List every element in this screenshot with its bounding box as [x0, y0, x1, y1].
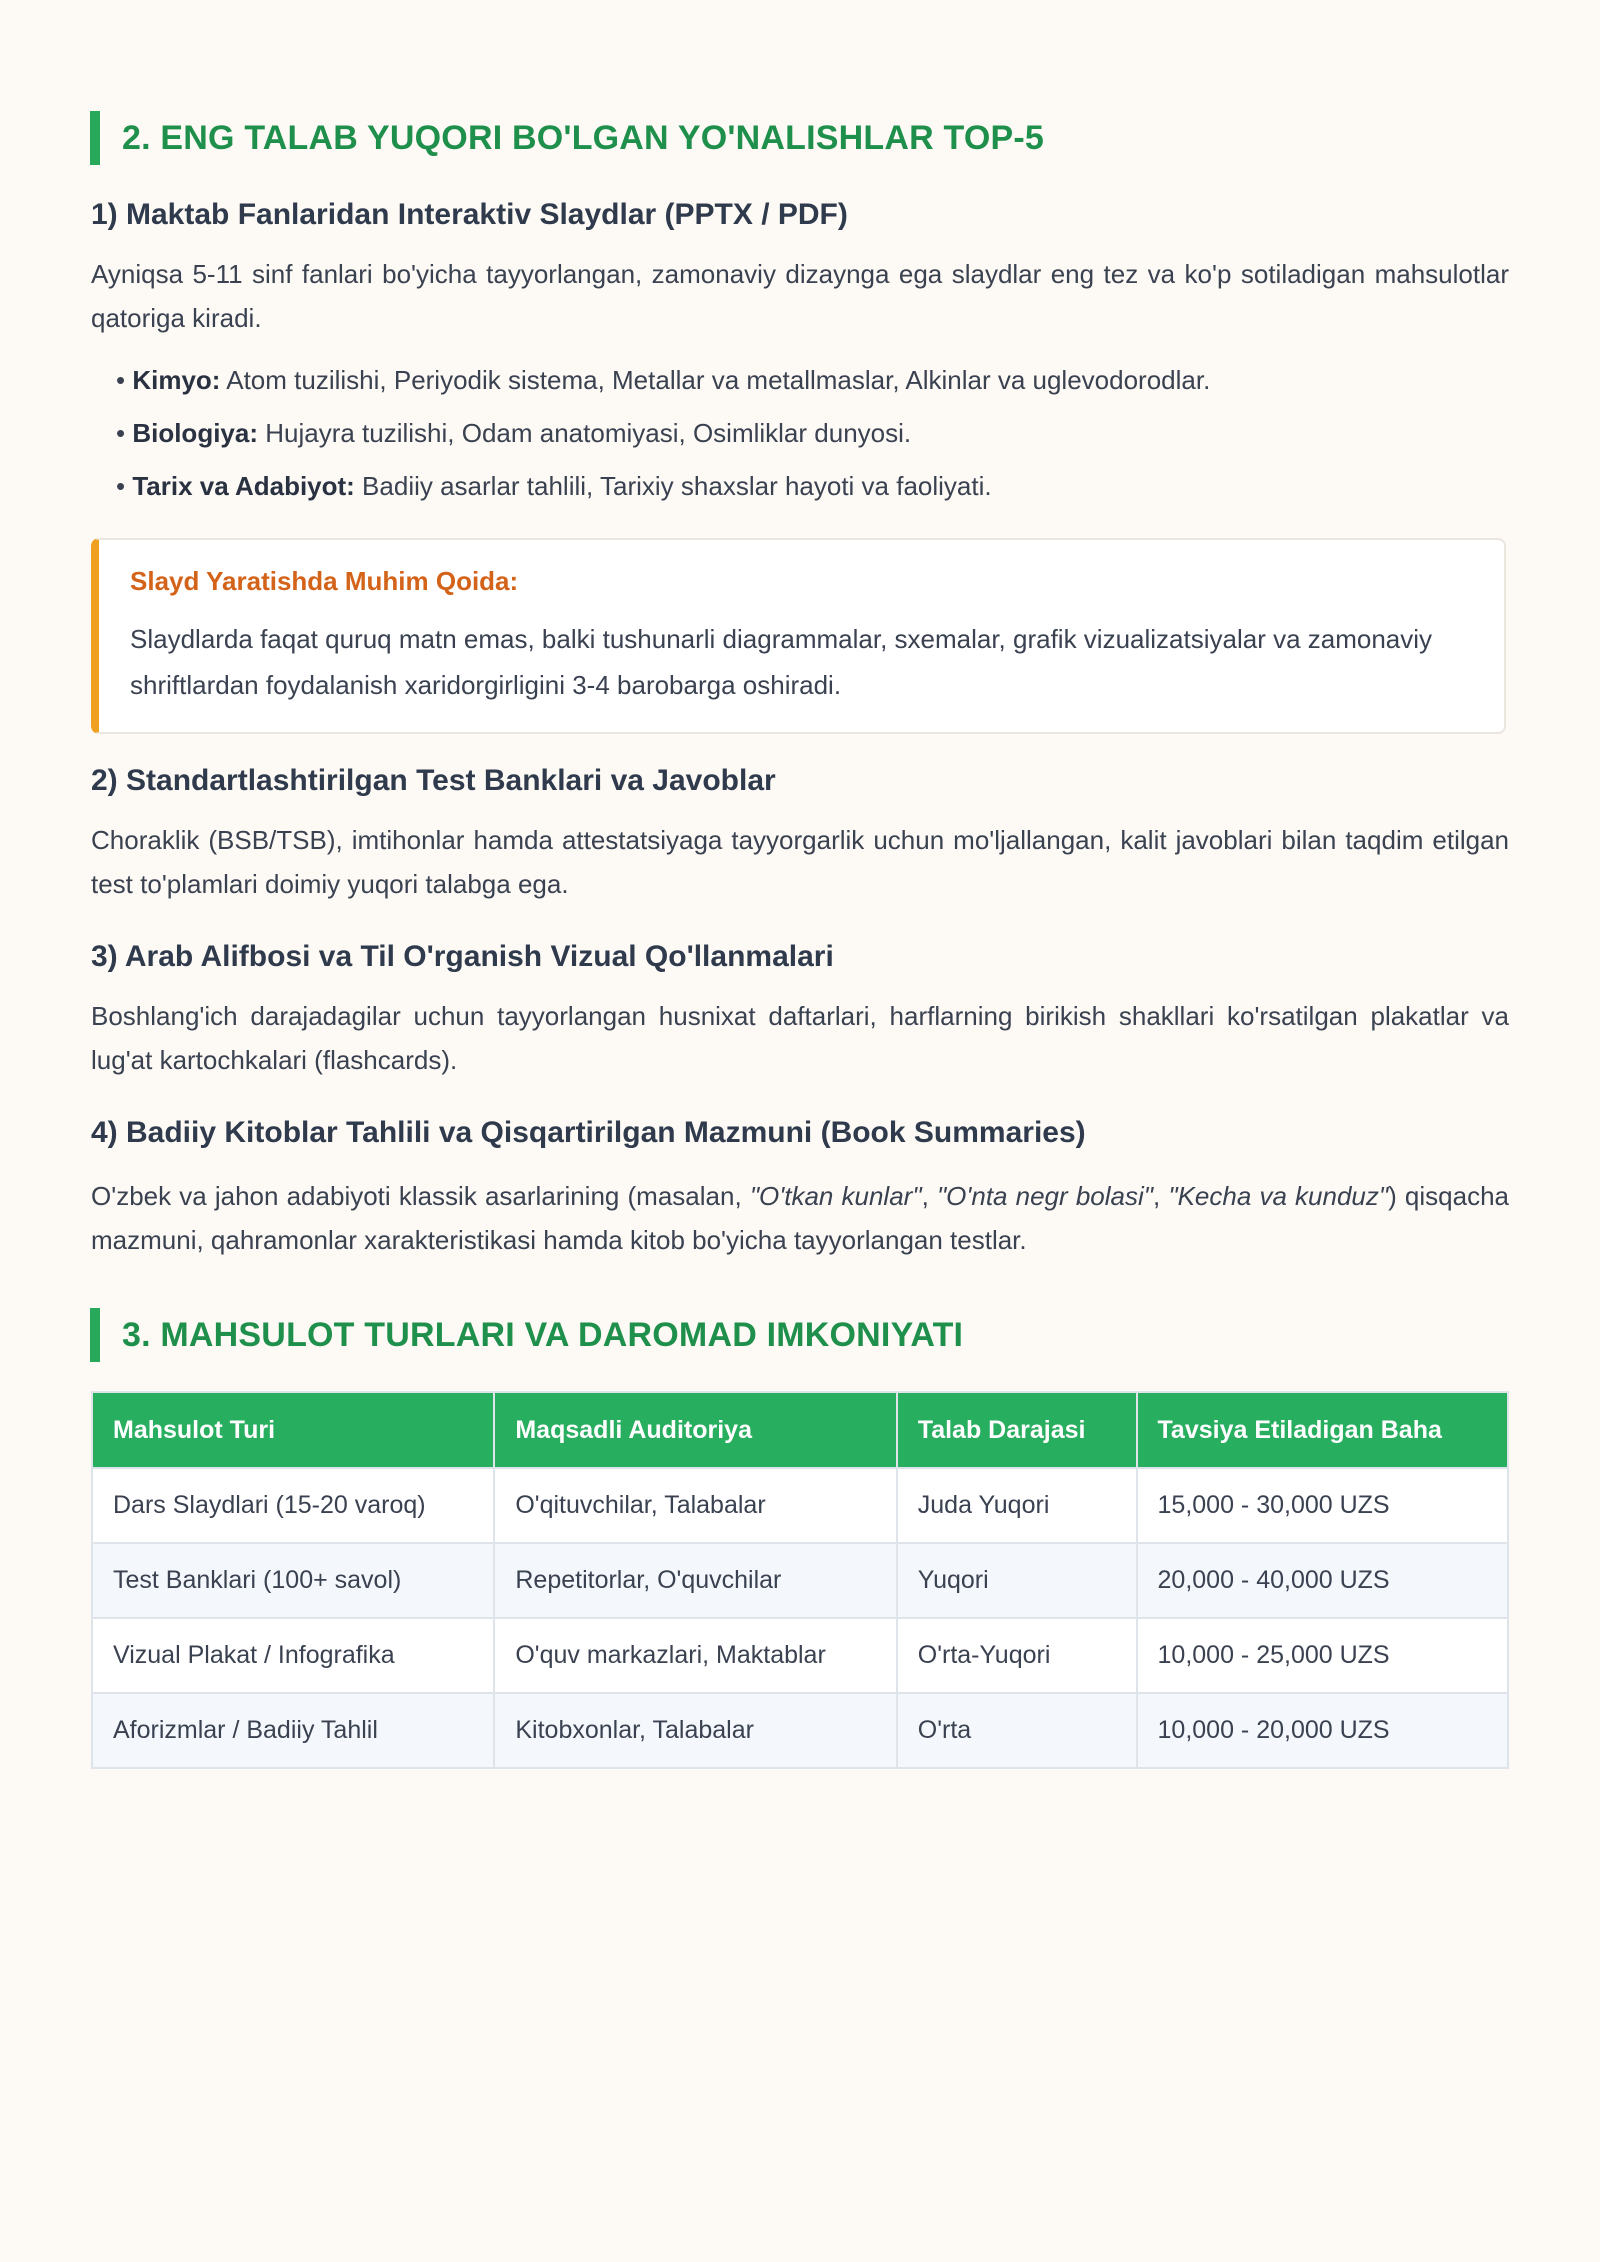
- separator: ,: [1152, 1181, 1169, 1211]
- cell-price: 15,000 - 30,000 UZS: [1137, 1468, 1508, 1543]
- header-talab-darajasi: Talab Darajasi: [897, 1392, 1137, 1468]
- table-row: [92, 1468, 1508, 1543]
- header-mahsulot-turi: Mahsulot Turi: [92, 1392, 494, 1468]
- cell-demand: O'rta: [897, 1693, 1137, 1768]
- item-4-text-a: O'zbek va jahon adabiyoti klassik asarlarining (masalan,: [91, 1181, 750, 1211]
- bullet-label: Tarix va Adabiyot:: [132, 471, 355, 501]
- item-3-paragraph: Boshlang'ich darajadagilar uchun tayyorlangan husnixat daftarlari, harflarning birikish shakllari ko'rsatilgan plakatlar va lug'at kartochkalari (flashcards).: [91, 1001, 1509, 1075]
- table-row: [92, 1693, 1508, 1768]
- book-title-kecha-va-kunduz: "Kecha va kunduz": [1168, 1181, 1389, 1211]
- bullet-text: Badiiy asarlar tahlili, Tarixiy shaxslar hayoti va faoliyati.: [354, 471, 992, 501]
- book-title-otkan-kunlar: "O'tkan kunlar": [749, 1181, 922, 1211]
- book-title-onta-negr-bolasi: "O'nta negr bolasi": [936, 1181, 1153, 1211]
- cell-audience: Repetitorlar, O'quvchilar: [494, 1543, 896, 1618]
- item-1-paragraph: Ayniqsa 5-11 sinf fanlari bo'yicha tayyorlangan, zamonaviy dizaynga ega slaydlar eng tez va ko'p sotiladigan mahsulotlar qatoriga kiradi.: [91, 259, 1509, 333]
- item-4-text-b: ) qisqacha mazmuni, qahramonlar xarakteristikasi hamda kitob bo'yicha tayyorlangan testlar.: [91, 1181, 1509, 1255]
- cell-demand: Juda Yuqori: [897, 1468, 1137, 1543]
- bullet-kimyo: • Kimyo: Atom tuzilishi, Periyodik sistema, Metallar va metallmaslar, Alkinlar va uglevodorodlar.: [116, 365, 1211, 395]
- bullet-biologiya: • Biologiya: Hujayra tuzilishi, Odam anatomiyasi, Osimliklar dunyosi.: [116, 418, 912, 448]
- item-2-title: 2) Standartlashtirilgan Test Banklari va Javoblar: [91, 764, 776, 797]
- bullet-label: Kimyo:: [132, 365, 221, 395]
- item-4-paragraph: [91, 1174, 1509, 1262]
- cell-audience: O'qituvchilar, Talabalar: [494, 1468, 896, 1543]
- item-3-title: 3) Arab Alifbosi va Til O'rganish Vizual Qo'llanmalari: [91, 940, 834, 973]
- section-3-title: 3. MAHSULOT TURLARI VA DAROMAD IMKONIYATI: [90, 1308, 963, 1362]
- item-4-title: 4) Badiiy Kitoblar Tahlili va Qisqartirilgan Mazmuni (Book Summaries): [91, 1116, 1086, 1149]
- cell-audience: O'quv markazlari, Maktablar: [494, 1618, 896, 1693]
- product-table: [91, 1391, 1509, 1769]
- separator: ,: [921, 1181, 937, 1211]
- cell-price: 10,000 - 25,000 UZS: [1137, 1618, 1508, 1693]
- table-row: [92, 1543, 1508, 1618]
- tip-text: Slaydlarda faqat quruq matn emas, balki tushunarli diagrammalar, sxemalar, grafik vizualizatsiyalar va zamonaviy shriftlardan foydalanish xaridorgirligini 3-4 barobarga oshiradi.: [130, 624, 1433, 700]
- item-2-paragraph: Choraklik (BSB/TSB), imtihonlar hamda attestatsiyaga tayyorgarlik uchun mo'ljallangan, kalit javoblari bilan taqdim etilgan test to'plamlari doimiy yuqori talabga ega.: [91, 825, 1509, 899]
- cell-price: 10,000 - 20,000 UZS: [1137, 1693, 1508, 1768]
- bullet-tarix: • Tarix va Adabiyot: Badiiy asarlar tahlili, Tarixiy shaxslar hayoti va faoliyati.: [116, 471, 992, 501]
- header-tavsiya-baha: Tavsiya Etiladigan Baha: [1137, 1392, 1508, 1468]
- table-header-row: [92, 1392, 1508, 1468]
- cell-product: Aforizmlar / Badiiy Tahlil: [92, 1693, 494, 1768]
- bullet-label: Biologiya:: [132, 418, 258, 448]
- cell-demand: Yuqori: [897, 1543, 1137, 1618]
- tip-title: Slayd Yaratishda Muhim Qoida:: [130, 566, 519, 596]
- item-1-title: 1) Maktab Fanlaridan Interaktiv Slaydlar (PPTX / PDF): [91, 198, 848, 231]
- tip-callout: [91, 538, 1506, 734]
- header-maqsadli-auditoriya: Maqsadli Auditoriya: [494, 1392, 896, 1468]
- cell-price: 20,000 - 40,000 UZS: [1137, 1543, 1508, 1618]
- cell-product: Dars Slaydlari (15-20 varoq): [92, 1468, 494, 1543]
- section-2-title: 2. ENG TALAB YUQORI BO'LGAN YO'NALISHLAR TOP-5: [90, 111, 1044, 165]
- cell-audience: Kitobxonlar, Talabalar: [494, 1693, 896, 1768]
- bullet-text: Atom tuzilishi, Periyodik sistema, Metallar va metallmaslar, Alkinlar va uglevodorodlar.: [220, 365, 1211, 395]
- cell-demand: O'rta-Yuqori: [897, 1618, 1137, 1693]
- cell-product: Test Banklari (100+ savol): [92, 1543, 494, 1618]
- table-row: [92, 1618, 1508, 1693]
- cell-product: Vizual Plakat / Infografika: [92, 1618, 494, 1693]
- bullet-text: Hujayra tuzilishi, Odam anatomiyasi, Osimliklar dunyosi.: [258, 418, 912, 448]
- item-1-bullet-list: [116, 362, 1210, 521]
